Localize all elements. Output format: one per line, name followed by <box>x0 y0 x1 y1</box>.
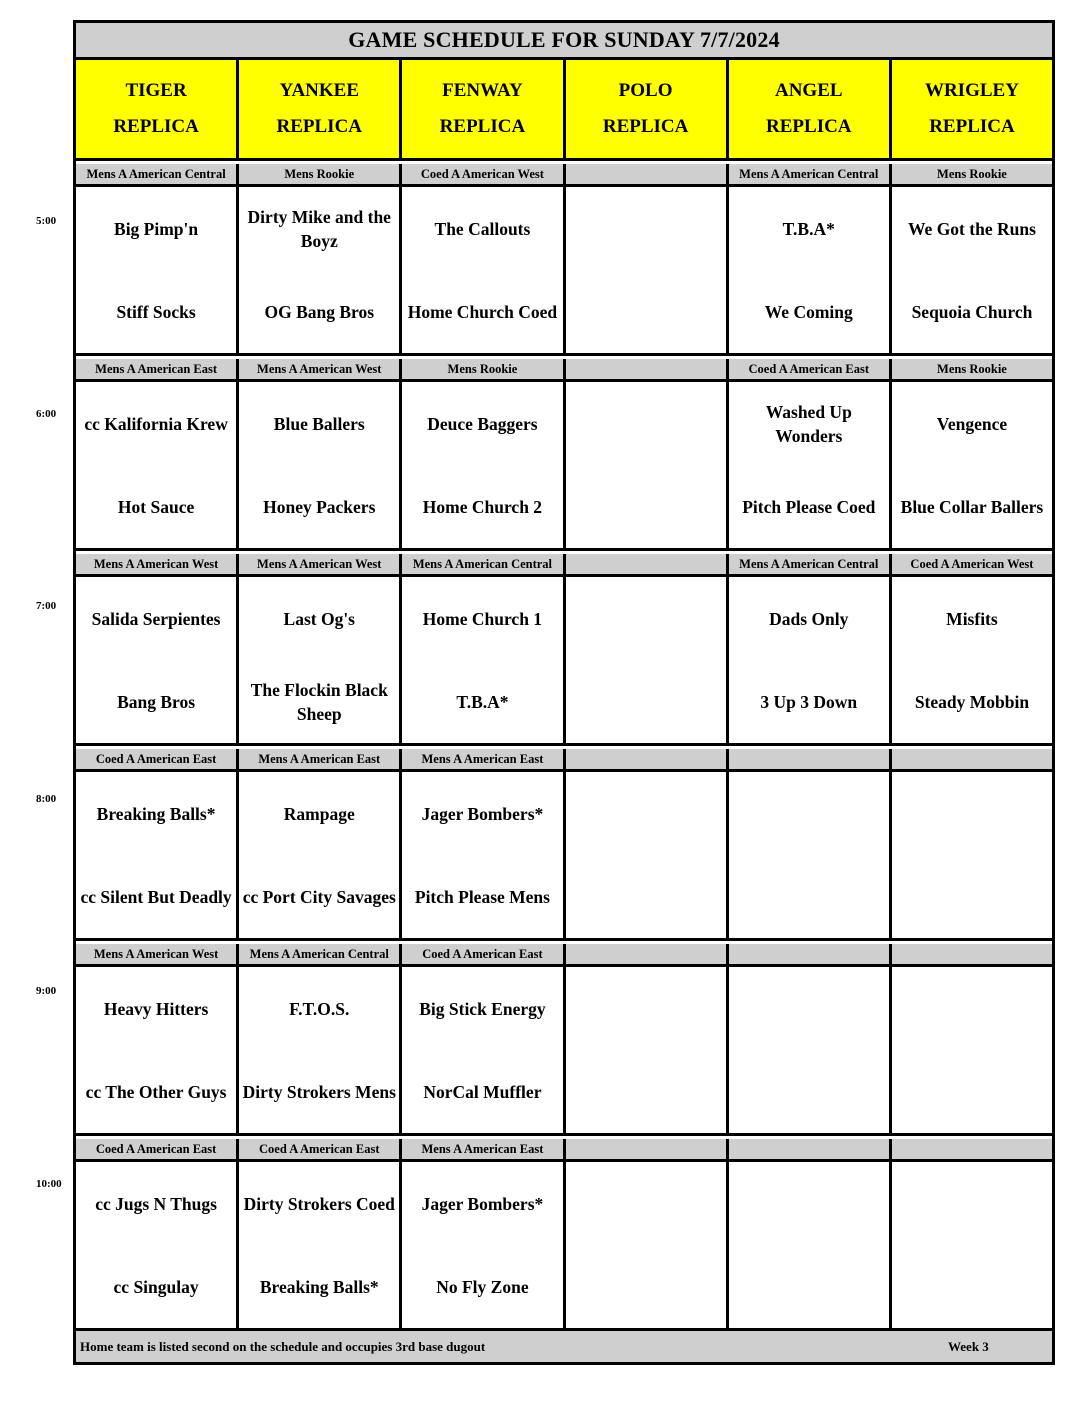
division-label <box>566 1139 729 1159</box>
game-cell <box>402 577 565 743</box>
game-cell <box>239 577 402 743</box>
field-header-polo <box>566 60 729 158</box>
home-team: cc Singulay <box>113 1276 199 1297</box>
game-cell <box>729 187 892 353</box>
game-cell <box>566 967 729 1133</box>
away-team: T.B.A* <box>782 218 835 239</box>
game-cell <box>239 967 402 1133</box>
home-team: Breaking Balls* <box>259 1276 379 1297</box>
game-cell <box>892 772 1052 938</box>
division-label: Coed A American East <box>76 749 239 769</box>
time-label: 7:00 <box>36 600 57 612</box>
away-team: Blue Ballers <box>273 413 365 434</box>
game-cell <box>892 382 1052 548</box>
away-team: Deuce Baggers <box>427 413 538 434</box>
division-label: Mens A American West <box>76 554 239 574</box>
home-team: Pitch Please Coed <box>742 496 876 517</box>
game-row <box>76 382 1052 551</box>
home-team: Steady Mobbin <box>914 691 1030 712</box>
division-label <box>566 164 729 184</box>
time-slots <box>76 161 1052 1331</box>
division-label: Mens A American West <box>239 359 402 379</box>
home-team: Home Church Coed <box>407 301 558 322</box>
game-cell <box>566 382 729 548</box>
time-label: 6:00 <box>36 407 57 420</box>
field-header-row <box>76 60 1052 161</box>
field-name: YANKEE <box>279 80 360 101</box>
away-team <box>566 772 726 855</box>
division-label: Mens A American East <box>402 749 565 769</box>
away-team <box>566 1162 726 1245</box>
game-cell <box>402 187 565 353</box>
home-team <box>566 855 726 938</box>
division-label <box>566 944 729 964</box>
home-team: OG Bang Bros <box>264 301 375 322</box>
time-label: 9:00 <box>36 985 57 997</box>
away-team: Home Church 1 <box>422 608 543 629</box>
away-team <box>729 772 889 855</box>
field-name: FENWAY <box>442 80 523 101</box>
home-team: Honey Packers <box>263 496 376 517</box>
division-row <box>76 944 1052 967</box>
division-label <box>892 1139 1052 1159</box>
field-header-angel <box>729 60 892 158</box>
game-cell <box>892 967 1052 1133</box>
home-team <box>892 855 1052 938</box>
division-label: Coed A American East <box>76 1139 239 1159</box>
time-label: 8:00 <box>36 792 57 805</box>
away-team: Washed Up Wonders <box>765 401 852 446</box>
division-label: Mens A American East <box>76 359 239 379</box>
away-team: cc Jugs N Thugs <box>95 1193 217 1214</box>
home-team <box>729 1245 889 1328</box>
away-team: Heavy Hitters <box>103 998 209 1019</box>
game-cell <box>566 772 729 938</box>
field-name: POLO <box>618 80 673 101</box>
game-cell <box>239 772 402 938</box>
away-team: Vengence <box>936 413 1008 434</box>
away-team: Dads Only <box>769 608 849 629</box>
game-cell <box>239 187 402 353</box>
game-cell <box>402 967 565 1133</box>
game-row <box>76 1162 1052 1331</box>
division-label: Coed A American East <box>729 359 892 379</box>
away-team: cc Kalifornia Krew <box>84 413 228 434</box>
home-team: 3 Up 3 Down <box>760 691 858 712</box>
home-team <box>729 855 889 938</box>
field-sub: REPLICA <box>602 116 689 137</box>
division-label: Mens A American West <box>76 944 239 964</box>
away-team <box>892 1162 1052 1245</box>
division-label <box>566 359 729 379</box>
away-team <box>729 967 889 1050</box>
home-team: The Flockin Black Sheep <box>250 679 388 724</box>
game-cell <box>402 1162 565 1328</box>
home-team: Home Church 2 <box>422 496 543 517</box>
game-row <box>76 967 1052 1136</box>
home-team: We Coming <box>764 301 853 322</box>
game-cell <box>566 577 729 743</box>
home-team: No Fly Zone <box>436 1276 529 1297</box>
field-header-yankee <box>239 60 402 158</box>
game-cell <box>729 1162 892 1328</box>
division-label <box>892 944 1052 964</box>
division-label <box>729 944 892 964</box>
division-label: Mens A American Central <box>239 944 402 964</box>
game-cell <box>402 772 565 938</box>
game-row <box>76 772 1052 941</box>
home-team: Dirty Strokers Mens <box>242 1081 396 1102</box>
home-team <box>892 1050 1052 1133</box>
game-cell <box>402 382 565 548</box>
away-team: Salida Serpientes <box>91 608 221 629</box>
home-team: T.B.A* <box>456 691 509 712</box>
home-team: Pitch Please Mens <box>414 886 550 907</box>
home-team <box>729 1050 889 1133</box>
game-cell <box>729 772 892 938</box>
game-cell <box>76 772 239 938</box>
away-team: Dirty Mike and the Boyz <box>247 206 391 251</box>
home-team: Blue Collar Ballers <box>900 496 1044 517</box>
away-team: Misfits <box>946 608 998 629</box>
away-team: The Callouts <box>434 218 531 239</box>
division-row <box>76 164 1052 187</box>
field-sub: REPLICA <box>439 116 526 137</box>
division-label: Mens Rookie <box>239 164 402 184</box>
game-cell <box>892 187 1052 353</box>
game-cell <box>892 577 1052 743</box>
game-cell <box>239 382 402 548</box>
division-label: Mens A American Central <box>76 164 239 184</box>
field-header-fenway <box>402 60 565 158</box>
home-team: Sequoia Church <box>911 301 1033 322</box>
division-label: Mens A American Central <box>402 554 565 574</box>
field-name: ANGEL <box>774 80 843 101</box>
field-sub: REPLICA <box>113 116 199 137</box>
field-sub: REPLICA <box>766 116 852 137</box>
schedule-footer <box>76 1331 1052 1362</box>
away-team: Jager Bombers* <box>421 803 544 824</box>
away-team <box>566 577 726 660</box>
away-team: Last Og's <box>283 608 355 629</box>
home-team: Stiff Socks <box>116 301 196 322</box>
game-cell <box>729 577 892 743</box>
division-label: Mens A American East <box>239 749 402 769</box>
division-row <box>76 554 1052 577</box>
field-name: WRIGLEY <box>924 80 1019 101</box>
home-team <box>566 465 726 548</box>
division-label: Mens Rookie <box>937 166 1007 181</box>
game-cell <box>76 382 239 548</box>
game-cell <box>566 187 729 353</box>
division-label: Mens Rookie <box>937 361 1007 376</box>
week-label: Week 3 <box>948 1338 989 1354</box>
game-cell <box>76 187 239 353</box>
division-label: Coed A American East <box>402 944 565 964</box>
away-team <box>566 382 726 465</box>
game-row <box>76 577 1052 746</box>
division-label <box>566 554 729 574</box>
away-team: We Got the Runs <box>908 218 1036 239</box>
game-cell <box>76 577 239 743</box>
home-team <box>566 1050 726 1133</box>
field-header-tiger <box>76 60 239 158</box>
field-sub: REPLICA <box>276 116 363 137</box>
away-team: F.T.O.S. <box>289 998 350 1019</box>
home-team: Hot Sauce <box>117 496 195 517</box>
away-team <box>566 967 726 1050</box>
home-team: cc Port City Savages <box>242 886 396 907</box>
division-label: Mens A American West <box>239 554 402 574</box>
schedule-sheet <box>73 20 1055 1365</box>
game-cell <box>76 967 239 1133</box>
home-team <box>566 1245 726 1328</box>
home-team-note: Home team is listed second on the schedule and occupies 3rd base dugout <box>80 1338 486 1354</box>
division-row <box>76 749 1052 772</box>
home-team <box>566 660 726 743</box>
division-label: Coed A American West <box>402 164 565 184</box>
division-label <box>892 749 1052 769</box>
home-team <box>566 270 726 353</box>
home-team: cc Silent But Deadly <box>80 886 232 907</box>
game-cell <box>76 1162 239 1328</box>
away-team: Big Pimp'n <box>114 218 199 239</box>
away-team: Jager Bombers* <box>421 1193 544 1214</box>
game-cell <box>566 1162 729 1328</box>
game-cell <box>892 1162 1052 1328</box>
field-name: TIGER <box>125 80 187 101</box>
division-label: Mens A American Central <box>729 164 892 184</box>
division-label <box>566 749 729 769</box>
away-team <box>892 772 1052 855</box>
division-label: Mens Rookie <box>402 359 565 379</box>
home-team: NorCal Muffler <box>423 1081 542 1102</box>
division-row <box>76 359 1052 382</box>
division-row <box>76 1139 1052 1162</box>
away-team <box>566 187 726 270</box>
division-label: Mens A American Central <box>729 554 892 574</box>
game-cell <box>729 382 892 548</box>
game-cell <box>729 967 892 1133</box>
home-team: cc The Other Guys <box>85 1081 227 1102</box>
division-label <box>729 1139 892 1159</box>
game-cell <box>239 1162 402 1328</box>
home-team <box>892 1245 1052 1328</box>
away-team: Dirty Strokers Coed <box>243 1193 395 1214</box>
field-header-wrigley <box>892 60 1052 158</box>
division-label: Mens A American East <box>402 1139 565 1159</box>
division-label <box>729 749 892 769</box>
away-team <box>892 967 1052 1050</box>
home-team: Bang Bros <box>117 691 196 712</box>
division-label: Coed A American East <box>239 1139 402 1159</box>
schedule-title: GAME SCHEDULE FOR SUNDAY 7/7/2024 <box>76 23 1052 60</box>
division-label: Coed A American West <box>910 556 1034 571</box>
away-team <box>729 1162 889 1245</box>
game-row <box>76 187 1052 356</box>
time-label: 10:00 <box>36 1177 62 1190</box>
away-team: Breaking Balls* <box>96 803 216 824</box>
away-team: Big Stick Energy <box>419 998 546 1019</box>
time-label: 5:00 <box>36 215 57 227</box>
field-sub: REPLICA <box>929 116 1015 137</box>
away-team: Rampage <box>283 803 355 824</box>
